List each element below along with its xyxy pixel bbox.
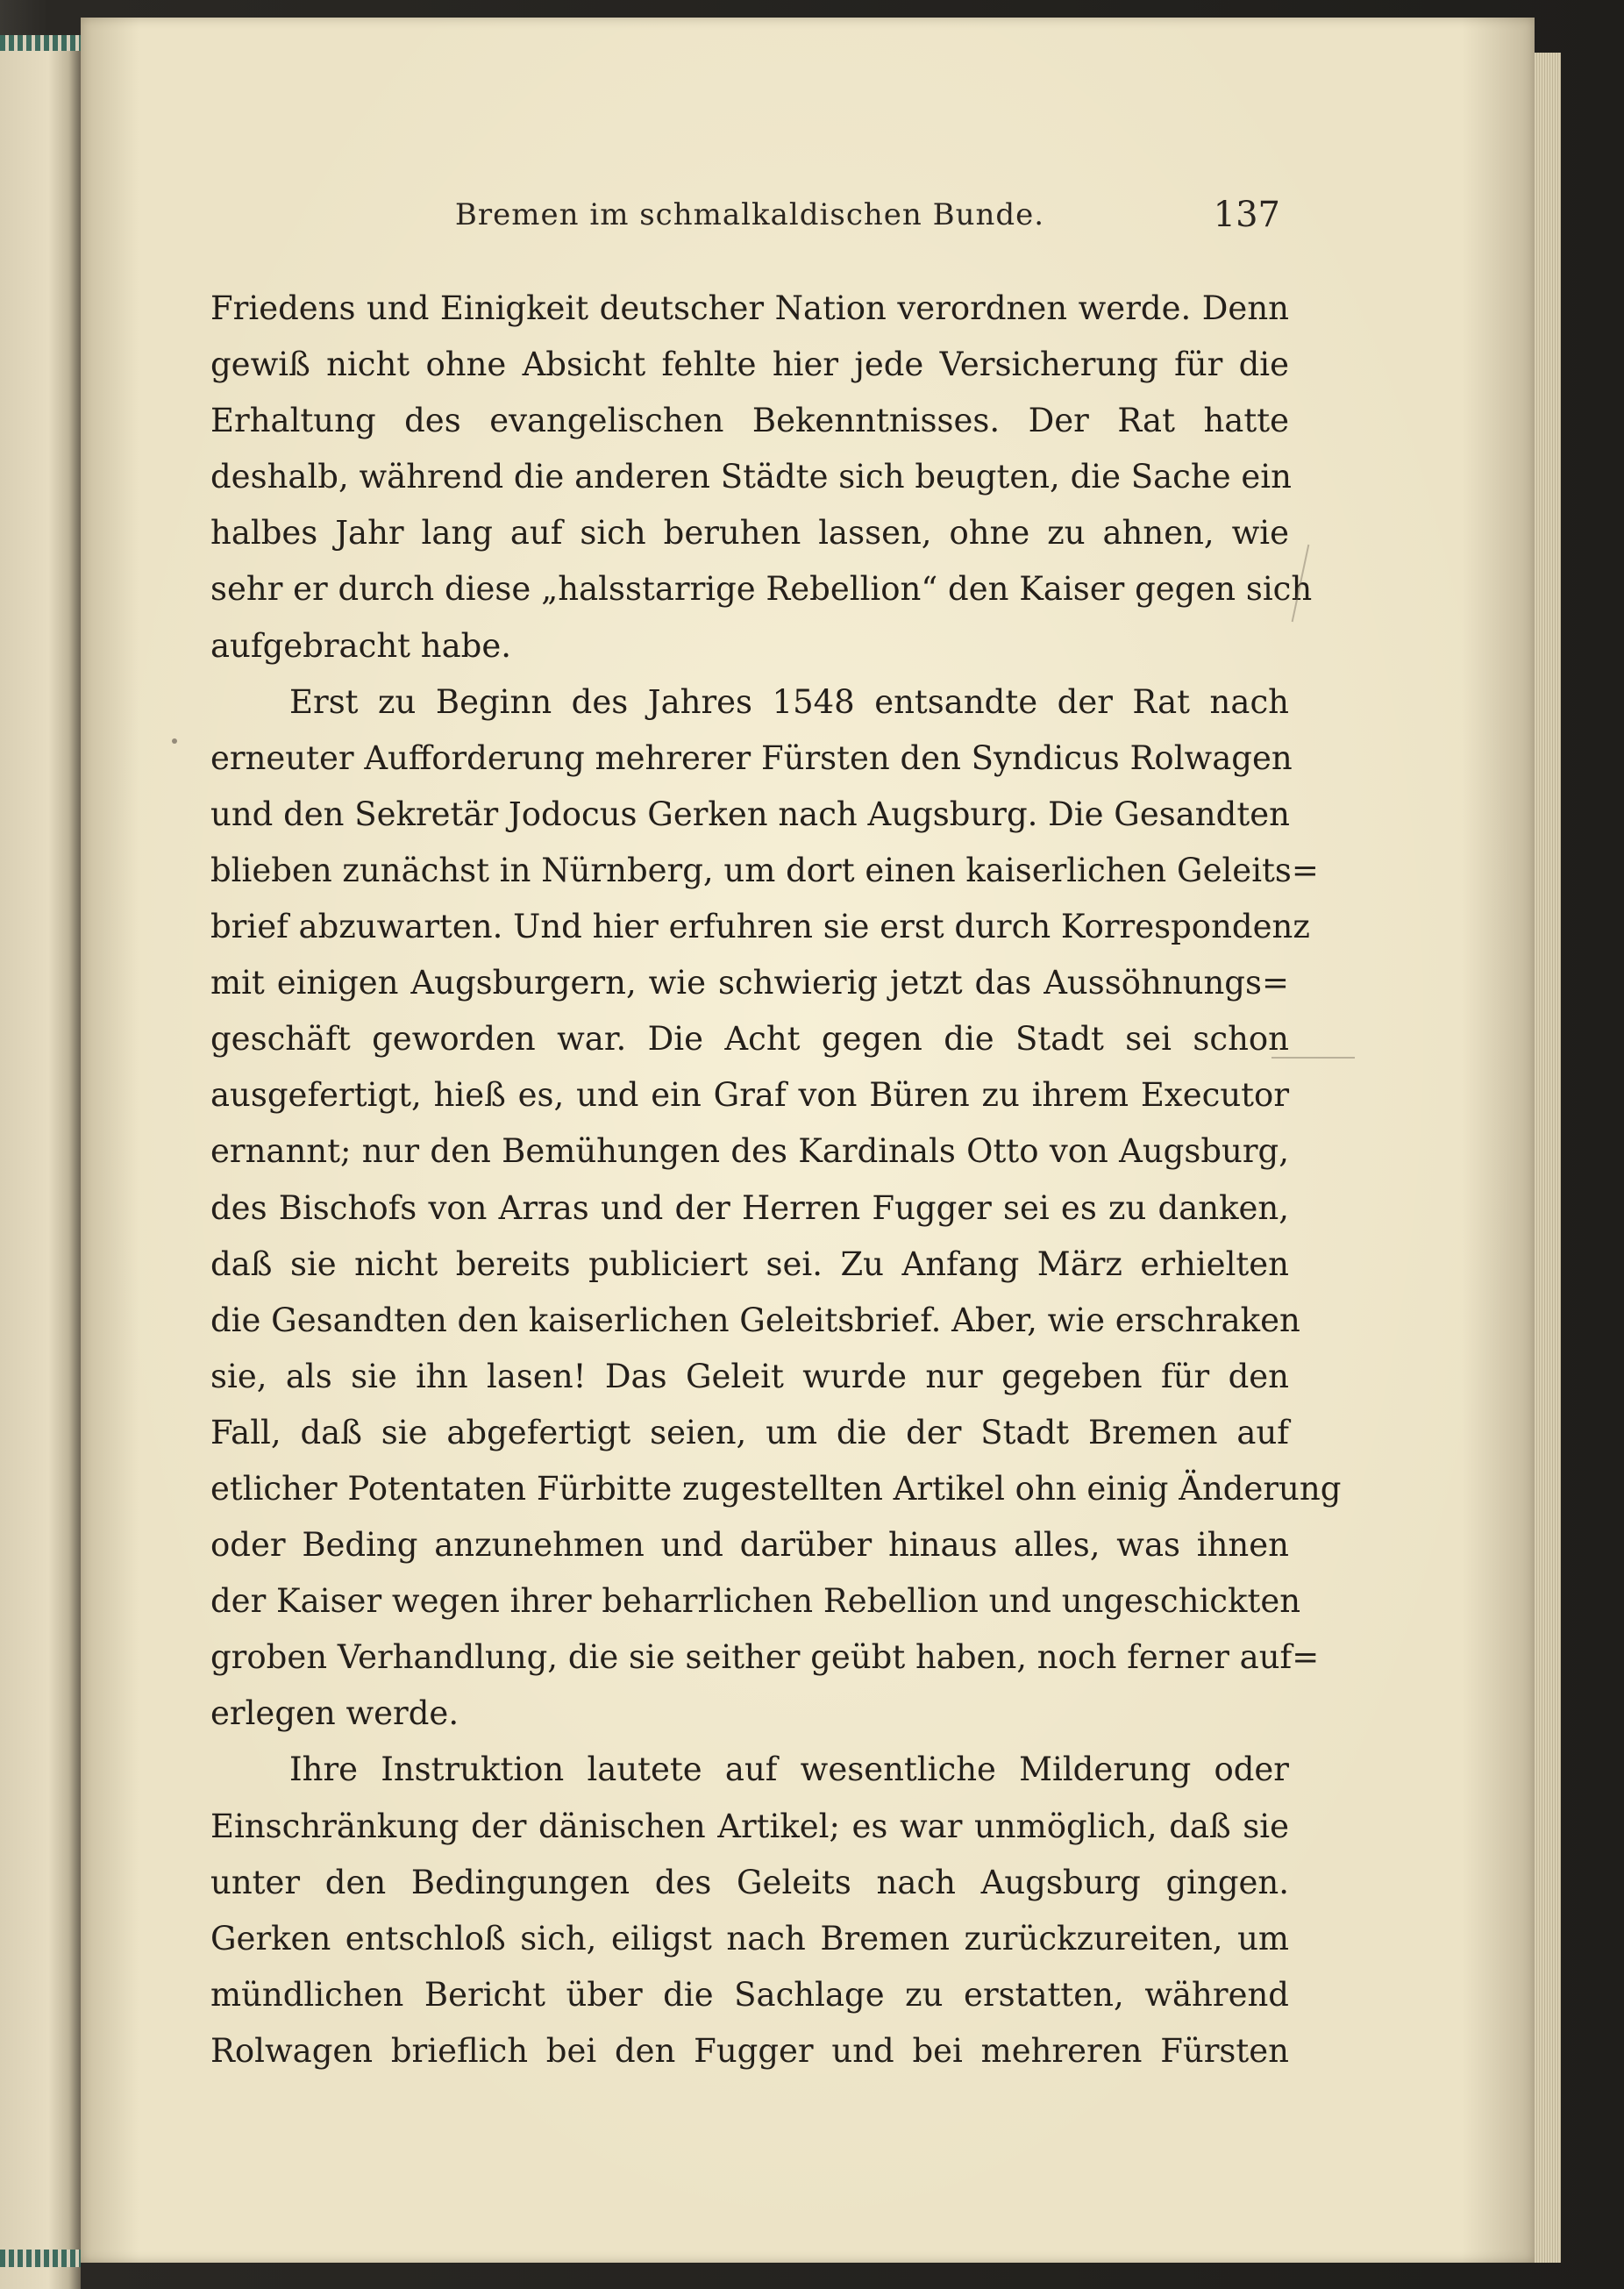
text-line: deshalb, während die anderen Städte sich beugten, die Sache ein	[210, 458, 1292, 496]
body-text	[210, 281, 1342, 2079]
previous-page-edge	[0, 35, 81, 2289]
text-line: halbes Jahr lang auf sich beruhen lassen, ohne zu ahnen, wie	[210, 514, 1289, 553]
headband-bottom	[0, 2250, 81, 2267]
text-line: Gerken entschloß sich, eiligst nach Bremen zurückzureiten, um	[210, 1919, 1289, 1957]
text-line: groben Verhandlung, die sie seither geübt haben, noch ferner auf=	[210, 1638, 1320, 1677]
text-line: oder Beding anzunehmen und darüber hinaus alles, was ihnen	[210, 1526, 1289, 1565]
text-line: geschäft geworden war. Die Acht gegen die Stadt sei schon	[210, 1020, 1289, 1059]
text-line: aufgebracht habe.	[210, 626, 512, 665]
text-line: Erst zu Beginn des Jahres 1548 entsandte der Rat nach	[289, 682, 1289, 721]
text-line: Ihre Instruktion lautete auf wesentliche Milderung oder	[289, 1751, 1289, 1789]
text-line: Rolwagen brieflich bei den Fugger und bei mehreren Fürsten	[210, 2031, 1289, 2070]
text-line: sehr er durch diese „halsstarrige Rebellion“ den Kaiser gegen sich	[210, 570, 1313, 609]
page-number: 137	[1213, 195, 1280, 235]
text-line: blieben zunächst in Nürnberg, um dort einen kaiserlichen Geleits=	[210, 851, 1319, 889]
text-line: erneuter Aufforderung mehrerer Fürsten den Syndicus Rolwagen	[210, 738, 1293, 777]
text-line: der Kaiser wegen ihrer beharrlichen Rebellion und ungeschickten	[210, 1582, 1301, 1621]
text-line: erlegen werde.	[210, 1694, 459, 1733]
text-line: gewiß nicht ohne Absicht fehlte hier jede Versicherung für die	[210, 346, 1289, 384]
text-line: Fall, daß sie abgefertigt seien, um die der Stadt Bremen auf	[210, 1413, 1289, 1451]
ink-dot	[172, 738, 177, 744]
text-line: Einschränkung der dänischen Artikel; es war unmöglich, daß sie	[210, 1807, 1289, 1845]
text-line: Erhaltung des evangelischen Bekenntnisses. Der Rat hatte	[210, 402, 1289, 440]
text-line: ernannt; nur den Bemühungen des Kardinals Otto von Augsburg,	[210, 1132, 1289, 1171]
running-head: Bremen im schmalkaldischen Bunde.	[454, 197, 1045, 232]
text-line: etlicher Potentaten Fürbitte zugestellten Artikel ohn einig Änderung	[210, 1469, 1342, 1508]
text-line: daß sie nicht bereits publiciert sei. Zu Anfang März erhielten	[210, 1244, 1289, 1283]
text-line: mündlichen Bericht über die Sachlage zu erstatten, während	[210, 1975, 1289, 2014]
headband-top	[0, 35, 81, 51]
text-line: die Gesandten den kaiserlichen Geleitsbrief. Aber, wie erschraken	[210, 1301, 1300, 1339]
text-line: Friedens und Einigkeit deutscher Nation verordnen werde. Denn	[210, 289, 1289, 327]
text-line: des Bischofs von Arras und der Herren Fugger sei es zu danken,	[210, 1188, 1289, 1227]
text-line: unter den Bedingungen des Geleits nach Augsburg gingen.	[210, 1863, 1289, 1901]
text-line: mit einigen Augsburgern, wie schwierig jetzt das Aussöhnungs=	[210, 964, 1289, 1002]
text-line: brief abzuwarten. Und hier erfuhren sie erst durch Korrespondenz	[210, 908, 1310, 946]
text-line: ausgefertigt, hieß es, und ein Graf von Büren zu ihrem Executor	[210, 1076, 1289, 1115]
pencil-mark	[1271, 1057, 1355, 1060]
page-fore-edge	[1535, 53, 1561, 2263]
text-line: und den Sekretär Jodocus Gerken nach Augsburg. Die Gesandten	[210, 795, 1290, 833]
text-line: sie, als sie ihn lasen! Das Geleit wurde nur gegeben für den	[210, 1357, 1289, 1395]
